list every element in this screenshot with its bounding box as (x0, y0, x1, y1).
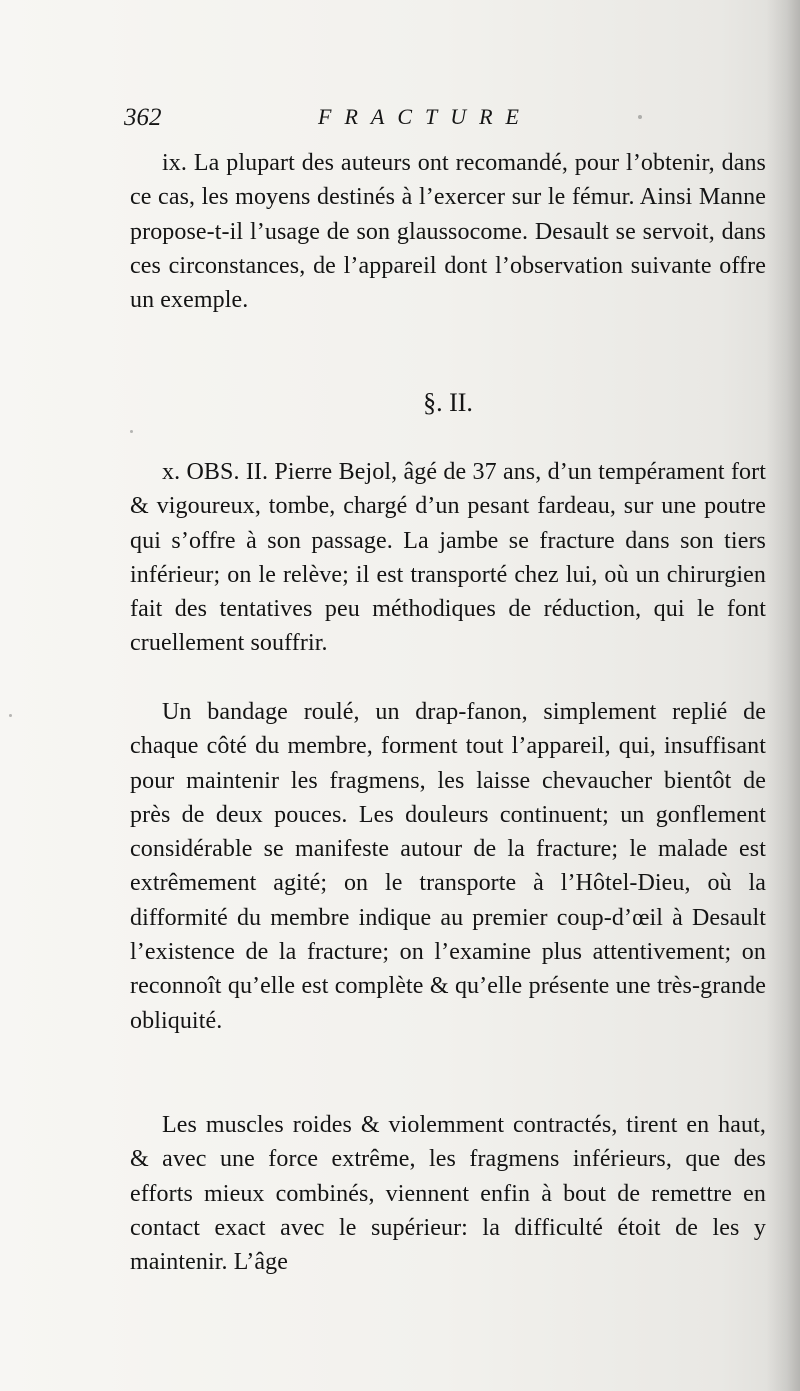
running-title: FRACTURE (318, 104, 532, 129)
ink-speck (130, 430, 133, 433)
page-header (124, 104, 764, 138)
ink-speck (9, 714, 12, 717)
paragraph-block-4 (130, 1108, 766, 1279)
section-heading: §. II. (423, 388, 473, 417)
page-number: 362 (124, 104, 162, 131)
paragraph-block-3 (130, 695, 766, 1038)
page-edge-shadow (766, 0, 800, 1391)
paragraph-muscles: Les muscles roides & violemment contractés, tirent en haut, & avec une force extrême, les fragmens inférieurs, que des efforts mieux combinés, viennent enfin à bout de remettre en contact exact avec le supérieur: la difficulté étoit de les y maintenir. L’âge (130, 1112, 766, 1276)
paragraph-ix: ix. La plupart des auteurs ont recomandé, pour l’obtenir, dans ce cas, les moyens destinés à l’exercer sur le fémur. Ainsi Manne propose-t-il l’usage de son glaussocome. Desault se servoit, dans ces circonstances, de l’appareil dont l’observation suivante offre un exemple. (130, 150, 766, 314)
paragraph-block-1 (130, 146, 766, 317)
ink-speck (638, 115, 642, 119)
paragraph-x: x. OBS. II. Pierre Bejol, âgé de 37 ans, d’un tempérament fort & vigoureux, tombe, chargé d’un pesant fardeau, sur une poutre qui s’offre à son passage. La jambe se fracture dans son tiers inférieur; on le relève; il est transporté chez lui, où un chirurgien fait des tentatives peu méthodiques de réduction, qui le font cruellement souffrir. (130, 459, 766, 657)
paragraph-block-2 (130, 455, 766, 661)
paragraph-bandage: Un bandage roulé, un drap-fanon, simplement replié de chaque côté du membre, forment tout l’appareil, qui, insuffisant pour maintenir les fragmens, les laisse chevaucher bientôt de près de deux pouces. Les douleurs continuent; un gonflement considérable se manifeste autour de la fracture; le malade est extrêmement agité; on le transporte à l’Hôtel-Dieu, où la difformité du membre indique au premier coup-d’œil à Desault l’existence de la fracture; on l’examine plus attentivement; on reconnoît qu’elle est complète & qu’elle présente une très-grande obliquité. (130, 699, 766, 1034)
